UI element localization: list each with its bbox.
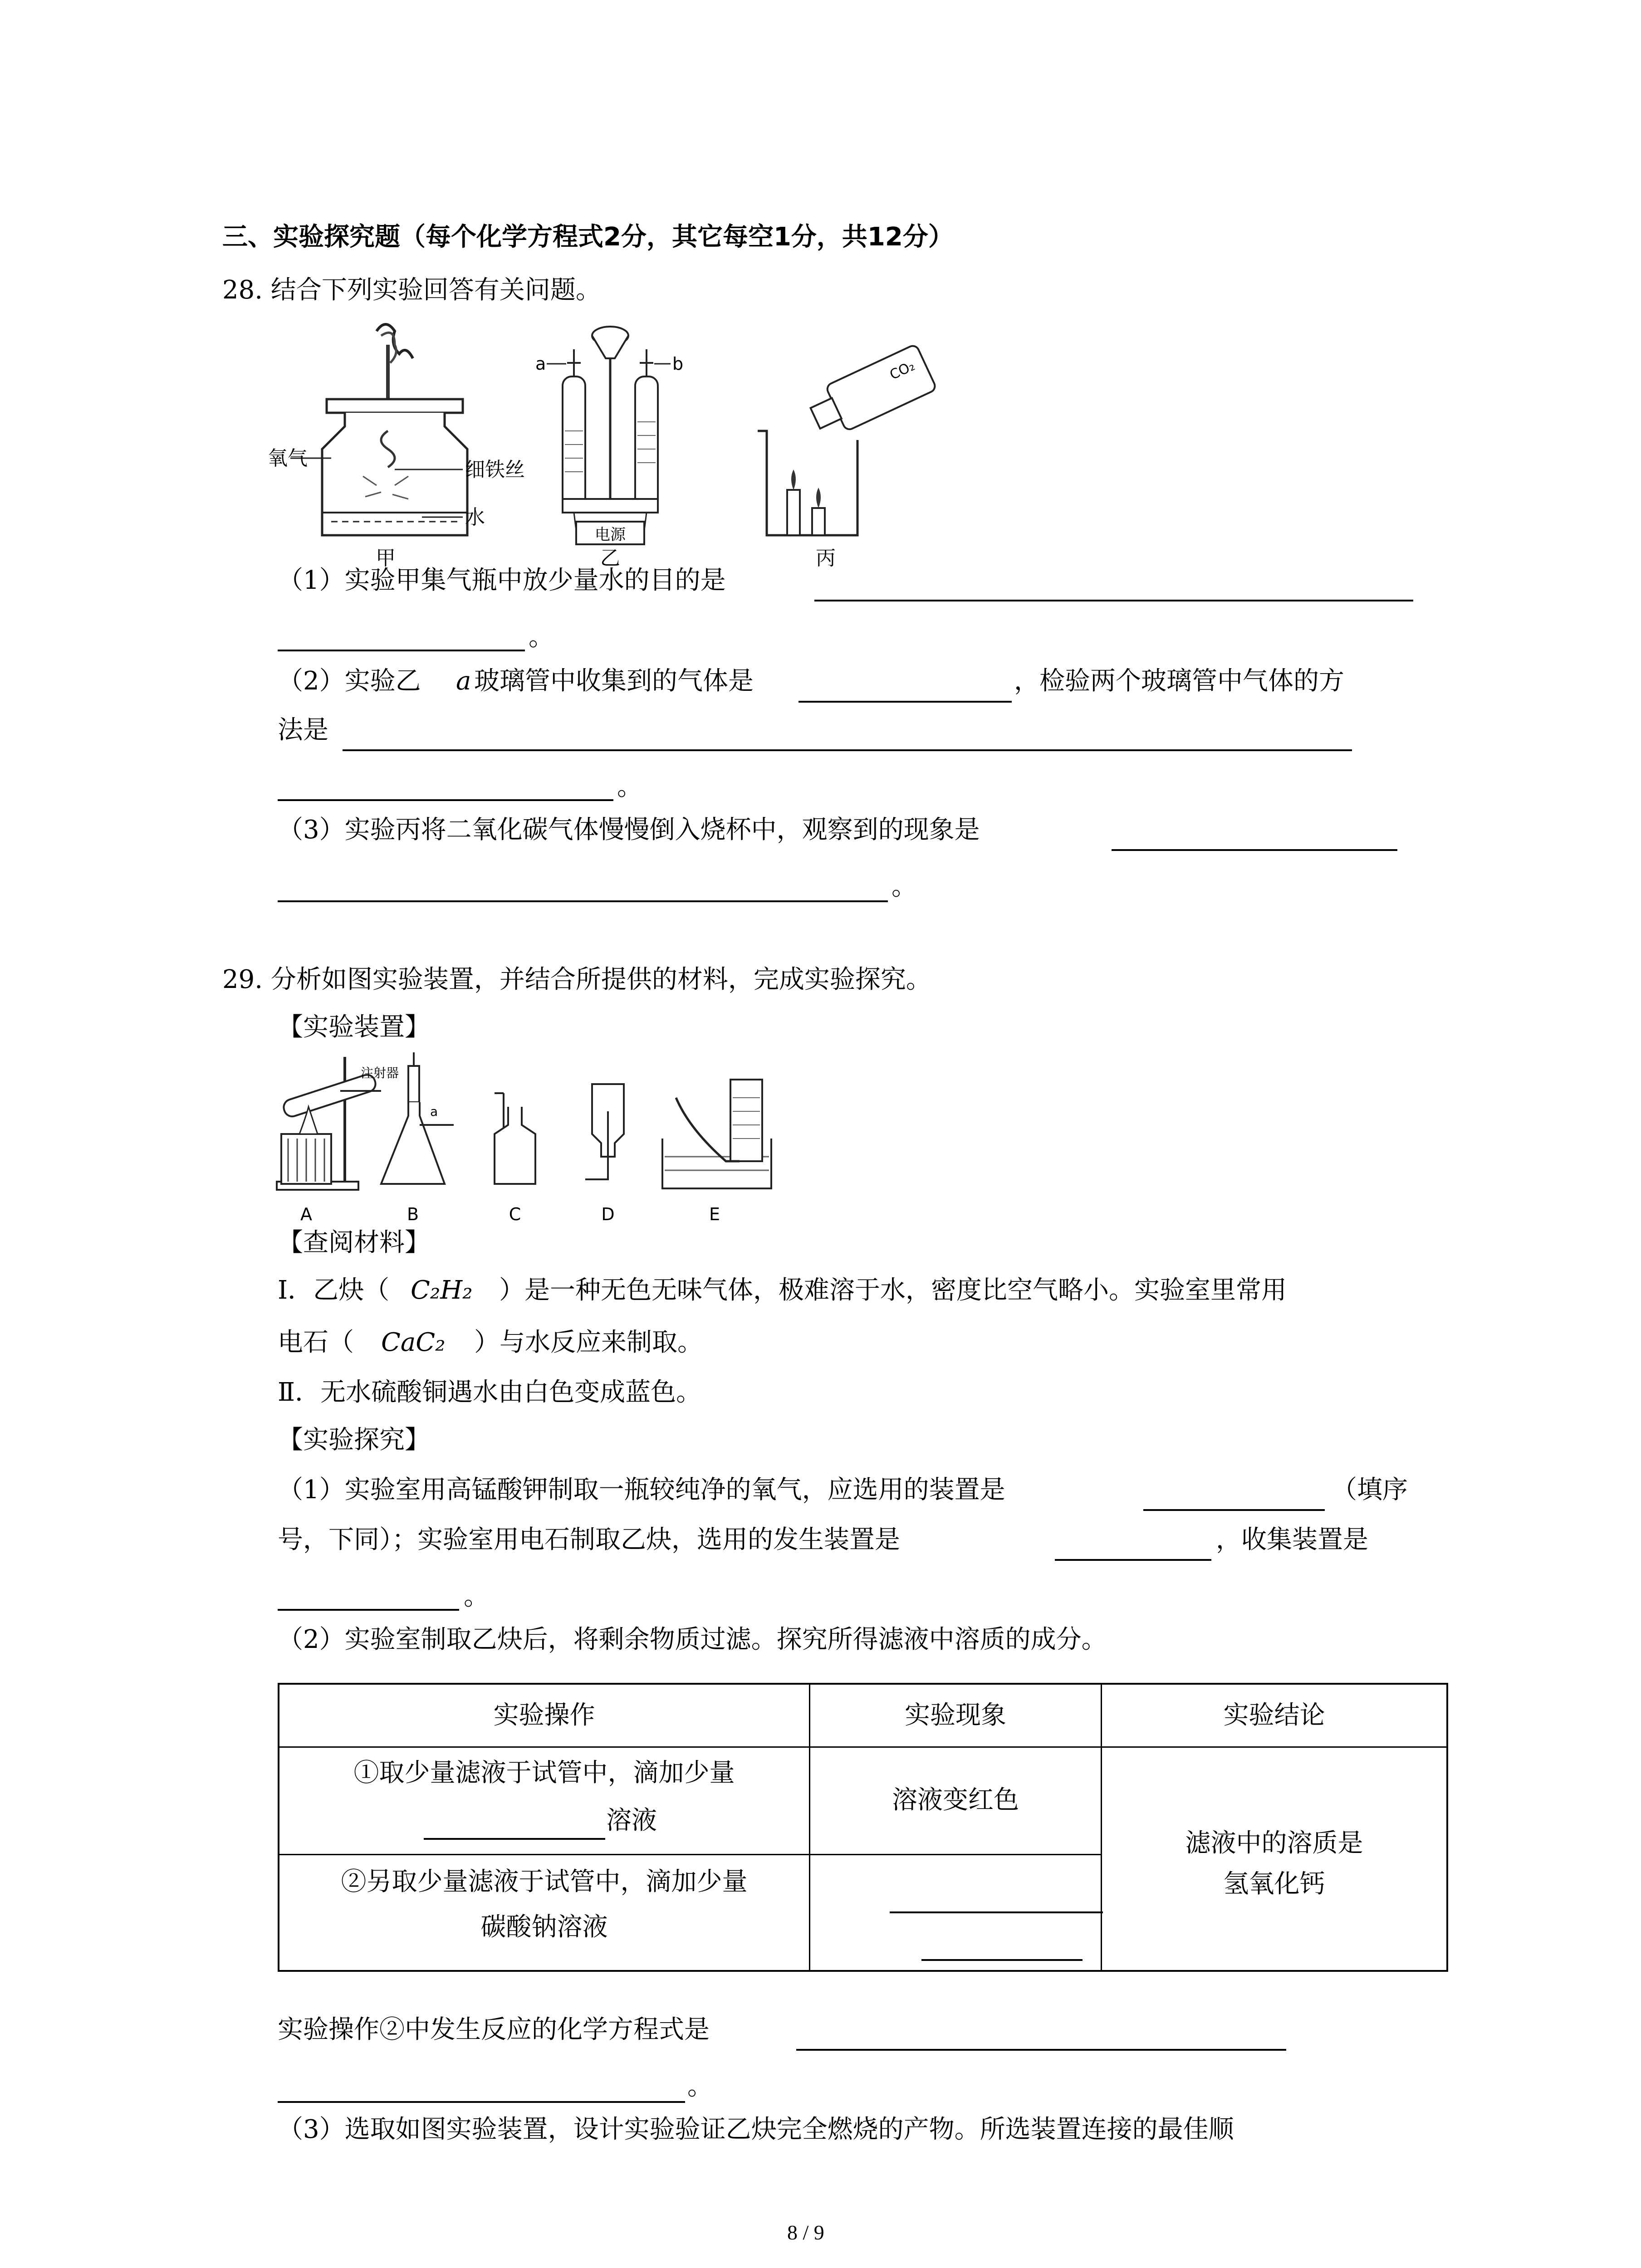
heading-material: 【查阅材料】 [278,1228,430,1257]
table-row1-operation-a: ①取少量滤液于试管中，滴加少量 [353,1758,735,1788]
material-2: Ⅱ．无水硫酸铜遇水由白色变成蓝色。 [278,1378,702,1407]
table-row2-operation-a: ②另取少量滤液于试管中，滴加少量 [341,1867,748,1897]
answer-blank-e1-oxygen[interactable] [1143,1509,1325,1511]
material-1-b: ）是一种无色无味气体，极难溶于水，密度比空气略小。实验室里常用 [499,1276,1287,1305]
label-oxygen: 氧气 [268,447,308,470]
caption-bing: 丙 [816,547,836,570]
answer-blank-row1-reagent[interactable] [424,1838,605,1840]
section-title: 三、实验探究题（每个化学方程式2分，其它每空1分，共12分） [222,222,954,252]
figure-apparatus [272,1052,780,1229]
explore-1-c: 号，下同）；实验室用电石制取乙炔，选用的发生装置是 [278,1525,900,1554]
caption-jia: 甲 [376,547,396,570]
table-conclusion-b: 氢氧化钙 [1223,1869,1325,1899]
material-1-formula2: CaC₂ [381,1328,446,1357]
explore-1-b: （填序 [1332,1475,1408,1505]
answer-blank-row2-phenomenon-a[interactable] [890,1911,1103,1913]
q28-part2-b: 玻璃管中收集到的气体是 [474,666,754,696]
label-water: 水 [465,506,485,529]
q28-part3-end: 。 [892,872,917,901]
table-row1-operation-b: 溶液 [606,1806,657,1835]
q28-part3: （3）实验丙将二氧化碳气体慢慢倒入烧杯中，观察到的现象是 [278,815,980,845]
answer-blank-q28-2c[interactable] [278,799,613,801]
table-header-conclusion: 实验结论 [1223,1701,1325,1730]
answer-blank-equation-b[interactable] [278,2101,685,2103]
material-1-d: ）与水反应来制取。 [474,1328,703,1357]
answer-blank-q28-1b[interactable] [278,650,525,651]
equation-end: 。 [687,2072,713,2101]
q28-part1: （1）实验甲集气瓶中放少量水的目的是 [278,566,726,595]
heading-explore: 【实验探究】 [278,1425,430,1455]
label-syringe: 注射器 [361,1066,399,1080]
q28-part1-end: 。 [529,622,554,652]
answer-blank-equation-a[interactable] [796,2049,1286,2051]
q28-part2-a: （2）实验乙 [278,666,421,696]
q28-part2-end: 。 [617,772,642,802]
answer-blank-q28-2b[interactable] [343,749,1352,751]
material-1-a: Ⅰ．乙炔（ [278,1276,390,1305]
table-row2-operation-b: 碳酸钠溶液 [480,1912,608,1942]
explore-1-end: 。 [464,1582,489,1611]
q28-stem: 28. 结合下列实验回答有关问题。 [222,275,601,305]
q29-stem: 29. 分析如图实验装置，并结合所提供的材料，完成实验探究。 [222,965,931,994]
label-power: 电源 [595,526,626,544]
label-iron-wire: 细铁丝 [465,458,525,481]
table-row1-phenomenon: 溶液变红色 [892,1785,1019,1815]
figure-bing [744,336,953,572]
figure-jia [268,318,525,572]
q28-part2-d: 法是 [278,715,328,745]
experiment-table [278,1683,1448,1972]
equation-prompt: 实验操作②中发生反应的化学方程式是 [278,2015,710,2044]
material-1-formula: C₂H₂ [411,1276,473,1305]
explore-1-d: ，收集装置是 [1216,1525,1368,1554]
explore-2: （2）实验室制取乙炔后，将剩余物质过滤。探究所得滤液中溶质的成分。 [278,1625,1107,1654]
q28-part2-var-a: a [456,666,471,696]
explore-3: （3）选取如图实验装置，设计实验验证乙炔完全燃烧的产物。所选装置连接的最佳顺 [278,2115,1234,2144]
answer-blank-e1-collector[interactable] [278,1609,459,1611]
answer-blank-q28-3a[interactable] [1112,849,1397,851]
label-a-port: a [430,1104,438,1119]
label-B: B [407,1204,419,1224]
answer-blank-q28-1a[interactable] [814,600,1413,601]
answer-blank-row2-phenomenon-b[interactable] [921,1959,1083,1961]
q28-part2-c: ，检验两个玻璃管中气体的方 [1014,666,1344,696]
table-conclusion-a: 滤液中的溶质是 [1185,1828,1363,1858]
label-D: D [601,1204,615,1224]
answer-blank-q28-2a[interactable] [798,701,1012,703]
table-header-phenomenon: 实验现象 [905,1701,1006,1730]
label-E: E [709,1204,720,1224]
label-b: b [672,354,684,374]
heading-apparatus: 【实验装置】 [278,1012,430,1042]
figure-yi [526,318,690,572]
answer-blank-q28-3b[interactable] [278,900,888,902]
answer-blank-e1-generator[interactable] [1055,1559,1211,1561]
label-A: A [300,1204,312,1224]
label-co2: CO₂ [887,357,917,383]
label-C: C [509,1204,521,1224]
label-a: a [535,354,546,374]
caption-yi: 乙 [600,547,620,570]
page-number: 8 / 9 [787,2221,824,2244]
explore-1-a: （1）实验室用高锰酸钾制取一瓶较纯净的氧气，应选用的装置是 [278,1475,1005,1505]
material-1-c: 电石（ [278,1328,354,1357]
table-header-operation: 实验操作 [493,1701,595,1730]
